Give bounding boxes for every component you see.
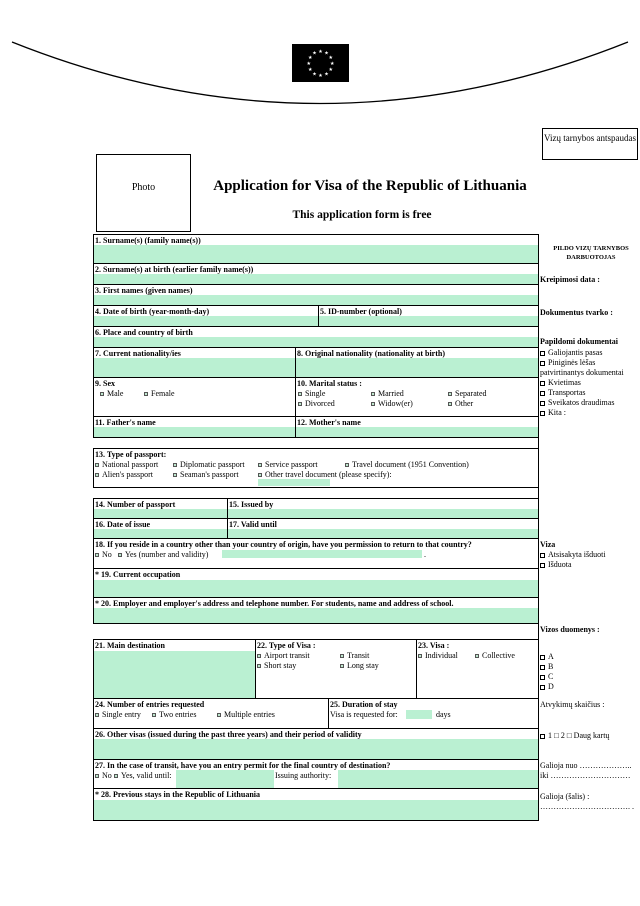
field-12-mother [295, 416, 539, 438]
visa-airport-option[interactable] [257, 651, 310, 660]
marital-married-label: Married [378, 389, 404, 398]
entries-multiple-label: Multiple entries [224, 710, 275, 719]
passport-other-input[interactable] [258, 479, 330, 486]
entries-single-option[interactable] [95, 710, 141, 719]
sex-female-label: Female [151, 389, 175, 398]
checkbox-icon [95, 553, 99, 557]
passport-diplomatic-label: Diplomatic passport [180, 460, 245, 469]
field-26-other-visas [93, 728, 539, 760]
transit-no-option[interactable] [95, 771, 112, 780]
entries-two-label: Two entries [159, 710, 197, 719]
field-18-residence [93, 538, 539, 569]
field-13-passport-type [93, 448, 539, 488]
sidebar-item-transportas[interactable] [540, 388, 585, 398]
passport-service-label: Service passport [265, 460, 318, 469]
sidebar-atvykimu: Atvykimų skaičius : [540, 700, 605, 709]
field-19-label: * 19. Current occupation [95, 570, 181, 579]
sidebar-item-label: Piniginės lėšas patvirtinantys dokumentai [540, 358, 624, 377]
field-3-label: 3. First names (given names) [95, 286, 193, 295]
field-8-original-nationality [295, 347, 539, 378]
checkbox-icon [298, 402, 302, 406]
svg-text:★: ★ [307, 67, 313, 73]
marital-married-option[interactable] [371, 389, 404, 398]
field-27-label: 27. In the case of transit, have you an entry permit for the final country of destination? [95, 761, 391, 770]
employer-input[interactable] [94, 608, 538, 623]
field-25-duration [328, 698, 539, 729]
field-1-label: 1. Surname(s) (family name(s)) [95, 236, 201, 245]
page-subtitle: This application form is free [292, 209, 432, 221]
checkbox-icon [173, 463, 177, 467]
field-13-label: 13. Type of passport: [95, 450, 167, 459]
checkbox-icon [540, 401, 545, 406]
field-10-label: 10. Marital status : [297, 379, 362, 388]
duration-requested-label: Visa is requested for: [330, 710, 398, 719]
passport-alien-option[interactable] [95, 470, 153, 479]
sidebar-vizos-duomenys: Vizos duomenys : [540, 625, 600, 634]
sidebar-item-lesos[interactable] [540, 358, 640, 377]
sidebar-count-options[interactable] [540, 731, 609, 741]
marital-widow-label: Widow(er) [378, 399, 413, 408]
field-16-label: 16. Date of issue [95, 520, 151, 529]
sex-male-label: Male [107, 389, 124, 398]
surname-birth-input[interactable] [94, 274, 538, 284]
svg-text:★: ★ [306, 61, 311, 67]
transit-authority-input[interactable] [338, 770, 538, 788]
marital-separated-option[interactable] [448, 389, 487, 398]
checkbox-icon [540, 675, 545, 680]
transit-yes-option[interactable] [114, 771, 172, 780]
field-18-label: 18. If you reside in a country other than your country of origin, have you permission to return to that country? [95, 540, 472, 549]
checkbox-icon [540, 655, 545, 660]
occupation-input[interactable] [94, 580, 538, 597]
transit-authority-label: Issuing authority: [275, 771, 332, 780]
checkbox-icon [217, 713, 221, 717]
duration-days-label: days [436, 710, 451, 719]
field-23-visa [416, 639, 539, 699]
checkbox-icon [95, 774, 99, 778]
field-7-nationality [93, 347, 296, 378]
visa-transit-label: Transit [347, 651, 370, 660]
field-7-label: 7. Current nationality/ies [95, 349, 181, 358]
sidebar-item-kita[interactable] [540, 408, 566, 418]
field-15-label: 15. Issued by [229, 500, 274, 509]
svg-text:★: ★ [307, 55, 313, 61]
checkbox-icon [540, 361, 545, 366]
transit-valid-input[interactable] [176, 770, 274, 788]
visa-collective-option[interactable] [475, 651, 515, 660]
sidebar-heading: PILDO VIZŲ TARNYBOS DARBUOTOJAS [553, 245, 629, 261]
checkbox-icon [95, 463, 99, 467]
sidebar-item-label: C [548, 672, 554, 681]
visa-transit-option[interactable] [340, 651, 369, 660]
entries-single-label: Single entry [102, 710, 141, 719]
passport-national-label: National passport [102, 460, 159, 469]
checkbox-icon [540, 381, 545, 386]
checkbox-icon [371, 392, 375, 396]
residence-no-label: No [102, 550, 112, 559]
surname-input[interactable] [94, 245, 538, 263]
checkbox-icon [475, 654, 479, 658]
passport-seaman-label: Seaman's passport [180, 470, 239, 479]
sidebar-dokumentus: Dokumentus tvarko : [540, 308, 613, 317]
sidebar-item-label: Kita : [548, 408, 566, 417]
checkbox-icon [257, 654, 261, 658]
field-5-label: 5. ID-number (optional) [320, 307, 402, 316]
photo-box[interactable]: Photo [96, 154, 191, 232]
sidebar-item-label: Galiojantis pasas [548, 348, 603, 357]
visa-airport-label: Airport transit [264, 651, 310, 660]
nationality-input[interactable] [94, 358, 295, 377]
field-17-label: 17. Valid until [229, 520, 277, 529]
field-20-employer [93, 597, 539, 624]
sidebar-divider [538, 234, 539, 821]
marital-single-option[interactable] [298, 389, 325, 398]
valid-until-input[interactable] [228, 529, 538, 538]
marital-other-label: Other [455, 399, 474, 408]
visa-short-label: Short stay [264, 661, 297, 670]
sidebar-item-kvietimas[interactable] [540, 378, 581, 388]
original-nationality-input[interactable] [296, 358, 538, 377]
checkbox-icon [418, 654, 422, 658]
checkbox-icon [258, 473, 262, 477]
sidebar-viza: Viza [540, 540, 556, 549]
passport-service-option[interactable] [258, 460, 318, 469]
field-5-id [318, 305, 539, 327]
checkbox-icon [257, 664, 261, 668]
visa-short-option[interactable] [257, 661, 296, 670]
residence-dot: . [424, 550, 426, 559]
field-1-surname [93, 234, 539, 264]
field-24-label: 24. Number of entries requested [95, 700, 205, 709]
checkbox-icon [144, 392, 148, 396]
svg-text:★: ★ [330, 61, 335, 67]
checkbox-icon [540, 563, 545, 568]
stamp-box: Vizų tarnybos antspaudas [542, 128, 638, 160]
date-issue-input[interactable] [94, 529, 227, 538]
sidebar-item-label: Išduota [548, 560, 572, 569]
sidebar-item-pasas[interactable] [540, 348, 602, 358]
residence-yes-option[interactable] [118, 550, 208, 559]
mother-name-input[interactable] [296, 427, 538, 437]
checkbox-icon [95, 713, 99, 717]
checkbox-icon [448, 402, 452, 406]
field-11-father [93, 416, 296, 438]
checkbox-icon [340, 664, 344, 668]
checkbox-icon [114, 774, 118, 778]
svg-text:★: ★ [324, 71, 329, 78]
sidebar-galioja-salis: Galioja (šalis) : [540, 792, 590, 801]
sidebar-item-d[interactable] [540, 682, 554, 692]
sidebar-item-c[interactable] [540, 672, 553, 682]
svg-text:★: ★ [312, 50, 317, 57]
sidebar-count-label: 1 □ 2 □ Daug kartų [548, 731, 610, 740]
field-8-label: 8. Original nationality (nationality at birth) [297, 349, 446, 358]
field-22-visa-type [255, 639, 417, 699]
field-12-label: 12. Mother's name [297, 418, 361, 427]
visa-long-option[interactable] [340, 661, 379, 670]
dob-input[interactable] [94, 316, 318, 326]
field-9-sex [93, 377, 296, 417]
field-20-label: * 20. Employer and employer's address and telephone number. For students, name and address of school. [95, 599, 454, 608]
sidebar-kreipimosi: Kreipimosi data : [540, 275, 600, 284]
passport-other-label: Other travel document (please specify): [265, 470, 392, 479]
checkbox-icon [540, 665, 545, 670]
father-name-input[interactable] [94, 427, 295, 437]
field-9-label: 9. Sex [95, 379, 115, 388]
entries-two-option[interactable] [152, 710, 196, 719]
svg-text:★: ★ [324, 50, 329, 57]
svg-text:★: ★ [312, 71, 317, 78]
residence-yes-label: Yes (number and validity) [125, 550, 209, 559]
marital-divorced-option[interactable] [298, 399, 335, 408]
field-2-label: 2. Surname(s) at birth (earlier family name(s)) [95, 265, 254, 274]
field-24-entries [93, 698, 329, 729]
field-19-occupation [93, 568, 539, 598]
other-visas-input[interactable] [94, 739, 538, 759]
sidebar-papildomi: Papildomi dokumentai [540, 337, 619, 346]
field-17-valid-until [227, 518, 539, 539]
sidebar-item-isduota[interactable] [540, 560, 572, 570]
field-4-label: 4. Date of birth (year-month-day) [95, 307, 210, 316]
checkbox-icon [100, 392, 104, 396]
page-title: Application for Visa of the Republic of Lithuania [213, 178, 527, 194]
checkbox-icon [371, 402, 375, 406]
sidebar-item-label: D [548, 682, 554, 691]
checkbox-icon [95, 473, 99, 477]
checkbox-icon [345, 463, 349, 467]
sidebar-item-draudimas[interactable] [540, 398, 614, 408]
marital-separated-label: Separated [455, 389, 487, 398]
svg-text:★: ★ [328, 67, 334, 73]
sidebar-item-label: Kvietimas [548, 378, 581, 387]
visa-individual-option[interactable] [418, 651, 458, 660]
sidebar-item-a[interactable] [540, 652, 554, 662]
field-28-label: * 28. Previous stays in the Republic of Lithuania [95, 790, 260, 799]
field-15-issued-by [227, 498, 539, 519]
transit-yes-label: Yes, valid until: [121, 771, 172, 780]
field-21-label: 21. Main destination [95, 641, 166, 650]
field-27-transit [93, 759, 539, 789]
checkbox-icon [540, 411, 545, 416]
checkbox-icon [540, 734, 545, 739]
checkbox-icon [540, 553, 545, 558]
place-birth-input[interactable] [94, 337, 538, 347]
sidebar-item-label: Atsisakyta išduoti [548, 550, 606, 559]
field-6-place-birth [93, 326, 539, 348]
field-11-label: 11. Father's name [95, 418, 156, 427]
field-10-marital [295, 377, 539, 417]
marital-widow-option[interactable] [371, 399, 413, 408]
checkbox-icon [152, 713, 156, 717]
field-25-label: 25. Duration of stay [330, 700, 398, 709]
checkbox-icon [340, 654, 344, 658]
id-number-input[interactable] [319, 316, 538, 326]
checkbox-icon [118, 553, 122, 557]
checkbox-icon [173, 473, 177, 477]
field-23-label: 23. Visa : [418, 641, 450, 650]
visa-long-label: Long stay [347, 661, 379, 670]
field-14-passport-number [93, 498, 228, 519]
issued-by-input[interactable] [228, 509, 538, 518]
sidebar-iki: iki ………………………… [540, 771, 631, 780]
checkbox-icon [540, 685, 545, 690]
checkbox-icon [540, 351, 545, 356]
visa-collective-label: Collective [482, 651, 515, 660]
entries-multiple-option[interactable] [217, 710, 275, 719]
passport-other-option[interactable] [258, 470, 392, 479]
sidebar-item-atsisakyta[interactable] [540, 550, 606, 560]
field-14-label: 14. Number of passport [95, 500, 176, 509]
passport-travel-option[interactable] [345, 460, 469, 469]
marital-single-label: Single [305, 389, 326, 398]
transit-no-label: No [102, 771, 112, 780]
sidebar-item-label: Transportas [548, 388, 586, 397]
svg-text:★: ★ [328, 55, 334, 61]
checkbox-icon [540, 391, 545, 396]
eu-flag-icon [292, 44, 349, 82]
field-28-previous-stays [93, 788, 539, 821]
field-4-dob [93, 305, 319, 327]
svg-text:★: ★ [318, 49, 323, 55]
passport-number-input[interactable] [94, 509, 227, 518]
sex-male-option[interactable] [100, 389, 123, 398]
field-3-first-names [93, 284, 539, 306]
destination-input[interactable] [94, 651, 255, 698]
field-26-label: 26. Other visas (issued during the past three years) and their period of validity [95, 730, 362, 739]
sex-female-option[interactable] [144, 389, 175, 398]
sidebar-item-label: Sveikatos draudimas [548, 398, 615, 407]
field-16-date-issue [93, 518, 228, 539]
checkbox-icon [258, 463, 262, 467]
passport-national-option[interactable] [95, 460, 158, 469]
passport-alien-label: Alien's passport [102, 470, 153, 479]
field-2-surname-birth [93, 263, 539, 285]
first-names-input[interactable] [94, 295, 538, 305]
passport-seaman-option[interactable] [173, 470, 239, 479]
passport-diplomatic-option[interactable] [173, 460, 245, 469]
field-21-destination [93, 639, 256, 699]
checkbox-icon [448, 392, 452, 396]
passport-travel-label: Travel document (1951 Convention) [352, 460, 469, 469]
sidebar-dots: ……………………………. . [540, 802, 634, 811]
checkbox-icon [298, 392, 302, 396]
svg-text:★: ★ [318, 73, 323, 79]
sidebar-item-label: A [548, 652, 554, 661]
marital-divorced-label: Divorced [305, 399, 335, 408]
residence-no-option[interactable] [95, 550, 112, 559]
sidebar-item-label: B [548, 662, 554, 671]
marital-other-option[interactable] [448, 399, 473, 408]
sidebar-galioja-nuo: Galioja nuo ……………….. [540, 761, 632, 770]
field-22-label: 22. Type of Visa : [257, 641, 316, 650]
residence-validity-input[interactable] [222, 550, 422, 558]
duration-days-input[interactable] [406, 710, 432, 719]
visa-individual-label: Individual [425, 651, 458, 660]
field-6-label: 6. Place and country of birth [95, 328, 193, 337]
previous-stays-input[interactable] [94, 800, 538, 820]
sidebar-item-b[interactable] [540, 662, 553, 672]
